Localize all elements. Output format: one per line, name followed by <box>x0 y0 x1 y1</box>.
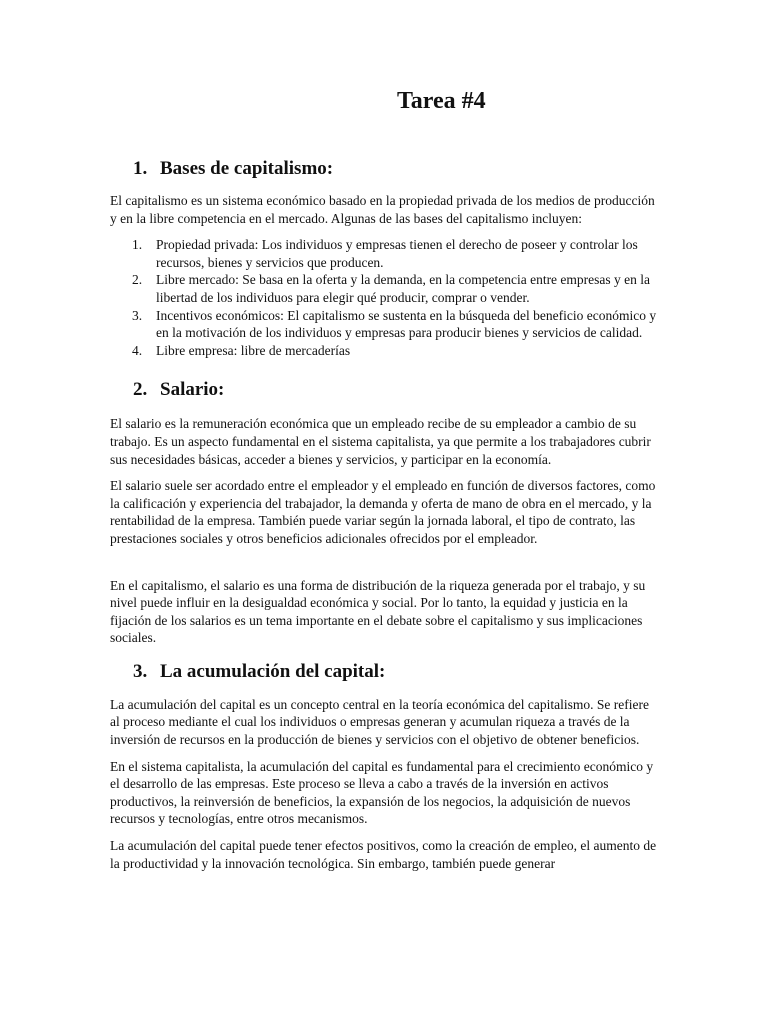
document-page <box>110 86 658 872</box>
list-item <box>110 236 658 271</box>
list-item-text: Libre mercado: Se basa en la oferta y la demanda, en la competencia entre empresas y en la libertad de los individuos para elegir qué producir, comprar o vender. <box>156 272 651 305</box>
list-marker: 1. <box>132 237 143 253</box>
document-title: Tarea #4 <box>397 88 486 114</box>
list-item <box>110 342 658 360</box>
section-title: La acumulación del capital: <box>160 660 386 682</box>
list-marker: 3. <box>132 307 143 323</box>
paragraph: El salario es la remuneración económica que un empleado recibe de su empleador a cambio de su trabajo. Es un aspecto fundamental en el sistema capitalista, ya que permite a los trabajadores cubrir sus necesidades básicas, acceder a bienes y servicios, y participar en la economía. <box>110 416 651 467</box>
list-item-text: Libre empresa: libre de mercaderías <box>156 342 351 358</box>
paragraph: La acumulación del capital puede tener efectos positivos, como la creación de empleo, el aumento de la productividad y la innovación tecnológica. Sin embargo, también puede generar <box>110 838 657 871</box>
list-item-text: Incentivos económicos: El capitalismo se sustenta en la búsqueda del beneficio económico y en la motivación de los individuos y empresas para producir bienes y servicios de calidad. <box>156 307 657 341</box>
section-number: 1. <box>133 158 148 179</box>
list-item-text: Propiedad privada: Los individuos y empresas tienen el derecho de poseer y controlar los recursos, bienes y servicios que producen. <box>156 237 638 270</box>
section-title: Bases de capitalismo: <box>160 158 334 179</box>
section-heading-acumulacion <box>110 660 658 684</box>
paragraph: En el sistema capitalista, la acumulación del capital es fundamental para el crecimiento económico y el desarrollo de las empresas. Este proceso se lleva a cabo a través de la inversión en activos productivos, la reinversión de beneficios, la expansión de los negocios, la adquisición de nuevos recursos y tecnologías, entre otros mecanismos. <box>110 758 654 827</box>
list-item <box>110 307 658 342</box>
paragraph: En el capitalismo, el salario es una forma de distribución de la riqueza generada por el trabajo, y su nivel puede influir en la desigualdad económica y social. Por lo tanto, la equidad y justicia en la fijación de los salarios es un tema importante en el debate sobre el capitalismo y sus implicaciones sociales. <box>110 577 646 646</box>
list-item <box>110 271 658 306</box>
section-number: 2. <box>133 379 148 401</box>
list-marker: 4. <box>132 342 143 358</box>
section-title: Salario: <box>160 379 225 401</box>
bases-list <box>110 236 658 359</box>
paragraph: El capitalismo es un sistema económico basado en la propiedad privada de los medios de producción y en la libre competencia en el mercado. Algunas de las bases del capitalismo incluyen: <box>110 193 655 226</box>
section-heading-salario <box>110 378 658 402</box>
section-heading-bases <box>110 157 658 181</box>
section-number: 3. <box>133 660 148 682</box>
list-marker: 2. <box>132 272 143 288</box>
paragraph: La acumulación del capital es un concepto central en la teoría económica del capitalismo. Se refiere al proceso mediante el cual los individuos o empresas generan y acumulan riqueza a través de la inversión de recursos en la producción de bienes y servicios con el objetivo de obtener beneficios. <box>110 696 649 748</box>
paragraph: El salario suele ser acordado entre el empleador y el empleado en función de diversos factores, como la calificación y experiencia del trabajador, la demanda y oferta de mano de obra en el mercado, y la rentabilidad de la empresa. También puede variar según la jornada laboral, el tipo de contrato, las prestaciones sociales y otros beneficios adicionales ofrecidos por el empleador. <box>110 478 656 546</box>
